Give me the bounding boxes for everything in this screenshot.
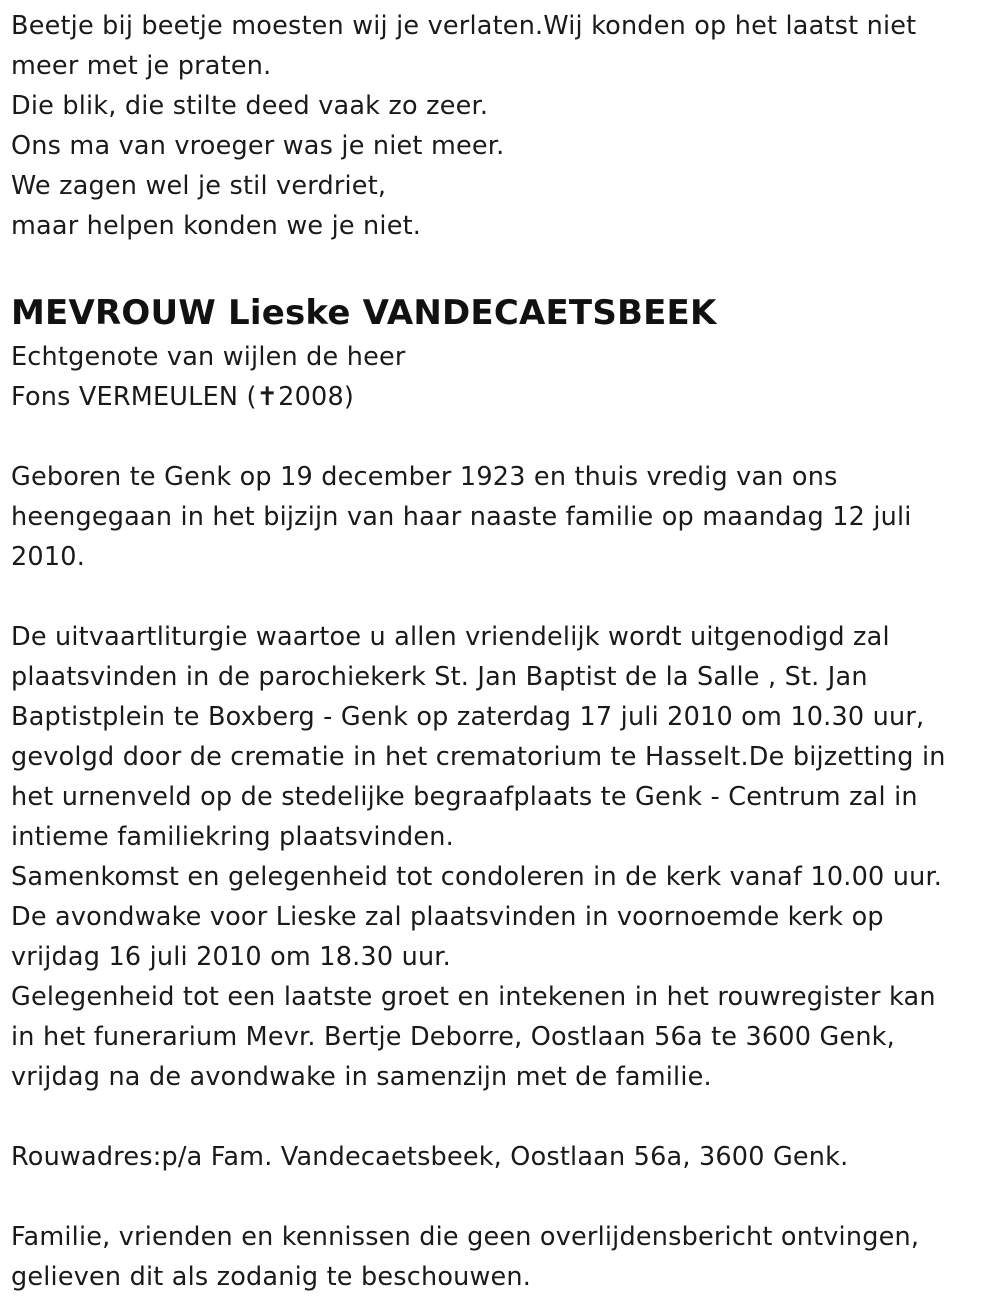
birth-death-line: 2010. (11, 542, 86, 572)
address-line: Rouwadres:p/a Fam. Vandecaetsbeek, Oostlaan 56a, 3600 Genk. (11, 1142, 849, 1172)
birth-death-info (11, 457, 991, 577)
funeral-line: vrijdag na de avondwake in samenzijn met de familie. (11, 1062, 712, 1092)
funeral-line: in het funerarium Mevr. Bertje Deborre, Oostlaan 56a te 3600 Genk, (11, 1022, 895, 1052)
poem-line: We zagen wel je stil verdriet, (11, 171, 387, 201)
obituary-notice (11, 0, 991, 1297)
closing-line: Familie, vrienden en kennissen die geen overlijdensbericht ontvingen, (11, 1222, 920, 1252)
poem-line: Beetje bij beetje moesten wij je verlaten.Wij konden op het laatst niet (11, 11, 917, 41)
closing-line: gelieven dit als zodanig te beschouwen. (11, 1262, 532, 1292)
spouse-line: Echtgenote van wijlen de heer (11, 342, 406, 372)
funeral-line: vrijdag 16 juli 2010 om 18.30 uur. (11, 942, 451, 972)
spouse-line: Fons VERMEULEN (✝2008) (11, 382, 355, 412)
funeral-line: Samenkomst en gelegenheid tot condoleren in de kerk vanaf 10.00 uur. (11, 862, 943, 892)
poem-line: Die blik, die stilte deed vaak zo zeer. (11, 91, 489, 121)
funeral-info (11, 617, 991, 1097)
poem (11, 0, 991, 246)
funeral-line: plaatsvinden in de parochiekerk St. Jan Baptist de la Salle , St. Jan (11, 662, 868, 692)
birth-death-line: heengegaan in het bijzijn van haar naaste familie op maandag 12 juli (11, 502, 912, 532)
spacer (11, 1097, 991, 1137)
spacer (11, 577, 991, 617)
closing-note (11, 1217, 991, 1297)
poem-line: meer met je praten. (11, 51, 272, 81)
funeral-line: De uitvaartliturgie waartoe u allen vriendelijk wordt uitgenodigd zal (11, 622, 890, 652)
mourning-address (11, 1137, 991, 1177)
spouse-info (11, 337, 991, 417)
deceased-name: MEVROUW Lieske VANDECAETSBEEK (11, 293, 717, 333)
funeral-line: Gelegenheid tot een laatste groet en intekenen in het rouwregister kan (11, 982, 936, 1012)
funeral-line: Baptistplein te Boxberg - Genk op zaterdag 17 juli 2010 om 10.30 uur, (11, 702, 925, 732)
funeral-line: gevolgd door de crematie in het crematorium te Hasselt.De bijzetting in (11, 742, 946, 772)
funeral-line: De avondwake voor Lieske zal plaatsvinden in voornoemde kerk op (11, 902, 884, 932)
spacer (11, 1177, 991, 1217)
poem-line: Ons ma van vroeger was je niet meer. (11, 131, 505, 161)
birth-death-line: Geboren te Genk op 19 december 1923 en thuis vredig van ons (11, 462, 838, 492)
funeral-line: intieme familiekring plaatsvinden. (11, 822, 454, 852)
funeral-line: het urnenveld op de stedelijke begraafplaats te Genk - Centrum zal in (11, 782, 918, 812)
poem-line: maar helpen konden we je niet. (11, 211, 422, 241)
spacer (11, 417, 991, 457)
spacer (11, 246, 991, 289)
